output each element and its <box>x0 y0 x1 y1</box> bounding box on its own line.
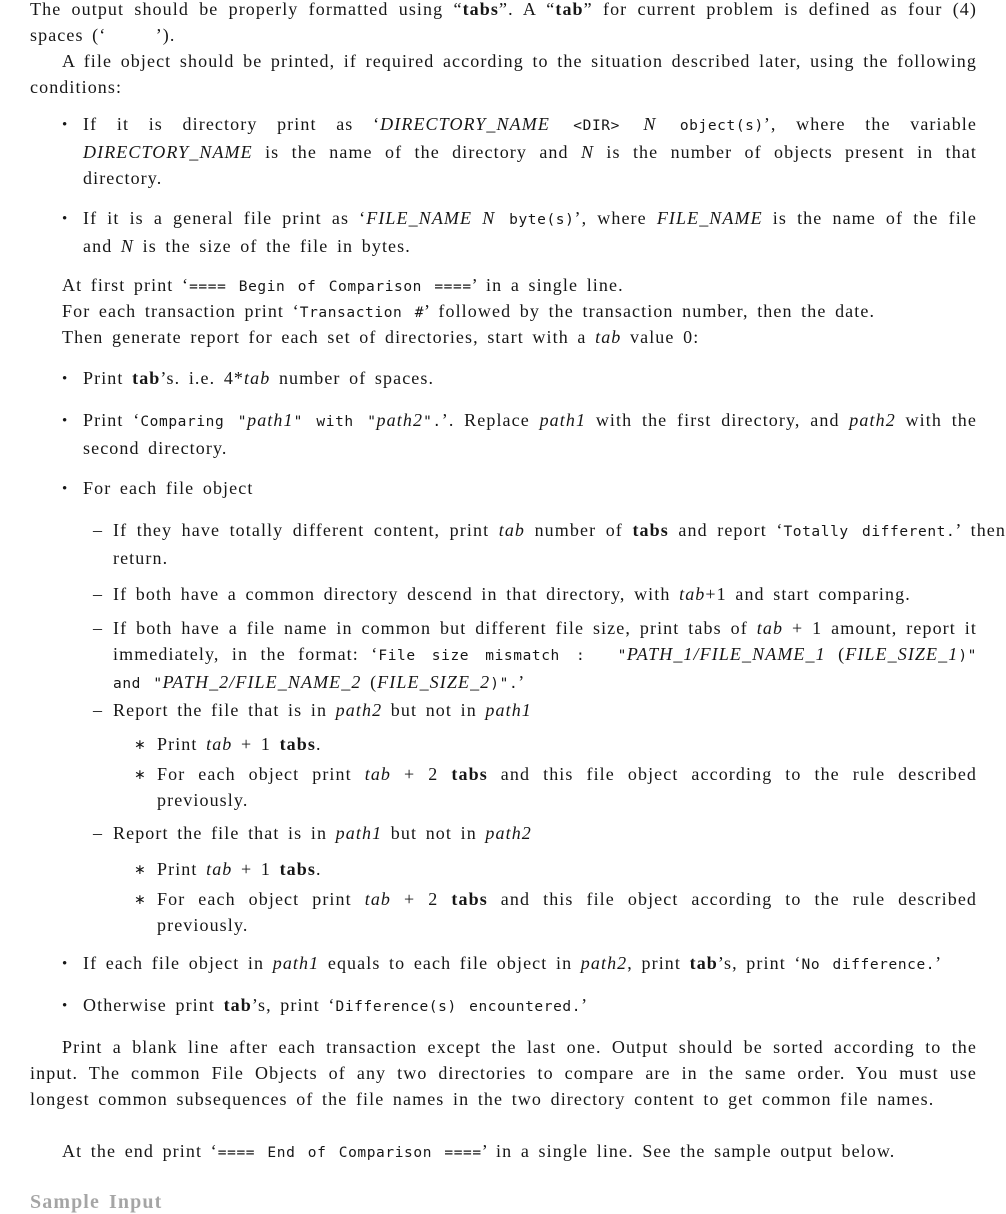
text-segment: +1 and start comparing. <box>705 584 911 604</box>
text-segment: FILE_SIZE_1 <box>845 644 959 664</box>
text-segment: N <box>120 236 134 256</box>
text-segment: For each object print <box>157 889 365 909</box>
text-segment: For each transaction print ‘ <box>62 301 300 321</box>
text-segment: ’ <box>935 953 943 973</box>
text-segment: Report the file that is in <box>113 700 336 720</box>
text-segment: tab <box>206 859 233 879</box>
text-segment: tab <box>689 953 718 973</box>
dash-marker-icon: – <box>93 618 104 638</box>
text-segment: tab <box>498 520 526 540</box>
text-segment: tabs <box>279 734 316 754</box>
text-segment: For each object print <box>157 764 365 784</box>
asterisk-marker-icon: ∗ <box>134 862 147 878</box>
text-segment: Print ‘ <box>83 410 141 430</box>
star-print-tab-plus-1 <box>134 856 977 882</box>
text-segment: For each file object <box>83 478 254 498</box>
text-segment: path1 <box>247 410 294 430</box>
bullet-comparing-paths <box>62 407 977 461</box>
text-segment: N <box>580 142 595 162</box>
paragraph-generate-report <box>62 324 992 350</box>
text-segment: number of <box>525 520 633 540</box>
text-segment: Otherwise print <box>83 995 224 1015</box>
dash-report-path1-not-path2 <box>93 820 977 846</box>
text-segment: FILE_NAME <box>656 208 763 228</box>
text-segment: tab <box>364 764 392 784</box>
text-segment: tab <box>244 368 271 388</box>
asterisk-marker-icon: ∗ <box>134 767 147 783</box>
star-for-each-object <box>134 886 978 938</box>
text-segment: is the name of the file and <box>83 208 977 256</box>
dash-totally-different <box>93 517 1006 571</box>
text-segment: with the first directory, and <box>586 410 850 430</box>
text-segment: number of spaces. <box>270 368 435 388</box>
text-segment: byte(s) <box>495 212 575 228</box>
text-segment: File size mismatch : " <box>378 648 627 664</box>
text-segment: Comparing " <box>140 414 248 430</box>
dash-marker-icon: – <box>93 520 104 540</box>
text-segment: ( <box>825 644 846 664</box>
dash-marker-icon: – <box>93 823 104 843</box>
text-segment: is the number of objects present in that directory. <box>83 142 977 188</box>
text-segment: Print <box>83 368 133 388</box>
text-segment: ’ in a single line. See the sample output below. <box>481 1141 896 1161</box>
text-segment: Print <box>157 734 207 754</box>
text-segment: Transaction # <box>299 305 425 321</box>
paragraph-transaction <box>62 298 992 326</box>
text-segment: and this file object according to the rule described previously. <box>157 889 978 935</box>
text-segment: + 1 <box>232 859 280 879</box>
text-segment: ==== End of Comparison ==== <box>217 1145 482 1161</box>
text-segment: ==== Begin of Comparison ==== <box>189 279 472 295</box>
text-segment: ’ then return. <box>113 520 1006 568</box>
text-segment: N <box>643 114 657 134</box>
text-segment: The output should be properly formatted using “ <box>30 0 463 19</box>
text-segment: FILE_NAME <box>366 208 473 228</box>
text-segment: )" and " <box>113 648 978 692</box>
text-segment: tab <box>756 618 784 638</box>
asterisk-marker-icon: ∗ <box>134 892 147 908</box>
text-segment: tab <box>364 889 392 909</box>
star-print-tab-plus-1 <box>134 731 977 757</box>
text-segment: value 0: <box>621 327 700 347</box>
text-segment: path1 <box>272 953 320 973</box>
text-segment: ’s, print ‘ <box>717 953 802 973</box>
text-segment: ’s. i.e. 4* <box>160 368 245 388</box>
bullet-marker-icon: • <box>62 371 69 387</box>
text-segment: ’, where <box>574 208 657 228</box>
bullet-marker-icon: • <box>62 998 69 1014</box>
asterisk-marker-icon: ∗ <box>134 737 147 753</box>
text-segment: At first print ‘ <box>62 275 190 295</box>
next-section-heading-cutoff: Sample Input <box>30 1191 163 1213</box>
text-segment: ’ <box>518 672 526 692</box>
text-segment: . <box>316 734 322 754</box>
text-segment: path2 <box>335 700 383 720</box>
text-segment: equals to each file object in <box>319 953 581 973</box>
text-segment: with the second directory. <box>83 410 977 458</box>
text-segment: ". <box>423 414 442 430</box>
text-segment <box>106 29 155 45</box>
bullet-marker-icon: • <box>62 481 69 497</box>
bullet-differences-encountered <box>62 992 977 1020</box>
text-segment: tabs <box>279 859 316 879</box>
text-segment: tab <box>206 734 233 754</box>
text-segment: path2 <box>849 410 896 430</box>
text-segment: PATH_2/FILE_NAME_2 <box>162 672 362 692</box>
text-segment: FILE_SIZE_2 <box>377 672 491 692</box>
text-segment: ’ in a single line. <box>471 275 624 295</box>
bullet-file-format <box>62 205 977 259</box>
text-segment: but not in <box>382 700 486 720</box>
text-segment: + 2 <box>391 764 452 784</box>
text-segment <box>472 208 482 228</box>
dash-marker-icon: – <box>93 700 104 720</box>
text-segment: Totally different. <box>783 524 956 540</box>
bullet-marker-icon: • <box>62 211 69 227</box>
text-segment: Difference(s) encountered. <box>335 999 582 1015</box>
bullet-directory-format <box>62 111 977 191</box>
star-for-each-object <box>134 761 978 813</box>
text-segment: ’). <box>155 25 176 45</box>
text-segment: object(s) <box>656 118 764 134</box>
text-segment: tab <box>132 368 161 388</box>
text-segment: If each file object in <box>83 953 273 973</box>
dash-common-directory <box>93 581 977 607</box>
text-segment: Print a blank line after each transaction except the last one. Output should be sorted according to the input. The common File Objects of any two directories to compare are in the same order. You must use longest common subsequences of the file names in the two directory content to get common file names. <box>30 1037 977 1109</box>
text-segment: ”. A “ <box>498 0 556 19</box>
text-segment: tabs <box>451 889 488 909</box>
text-segment: If it is a general file print as ‘ <box>83 208 367 228</box>
text-segment: Print <box>157 859 207 879</box>
text-segment: DIRECTORY_NAME <box>83 142 253 162</box>
text-segment: tabs <box>451 764 488 784</box>
text-segment: ( <box>361 672 378 692</box>
text-segment: tab <box>223 995 252 1015</box>
text-segment: is the size of the file in bytes. <box>134 236 411 256</box>
text-segment: path2 <box>580 953 628 973</box>
dash-marker-icon: – <box>93 584 104 604</box>
text-segment: A file object should be printed, if required according to the situation described later, using the following conditions: <box>30 51 977 97</box>
paragraph-begin-of-comparison <box>62 272 992 300</box>
text-segment: and this file object according to the rule described previously. <box>157 764 978 810</box>
text-segment: ’s, print ‘ <box>251 995 336 1015</box>
text-segment: tab <box>679 584 706 604</box>
bullet-print-tabs <box>62 365 977 391</box>
text-segment: No difference. <box>801 957 936 973</box>
text-segment: Report the file that is in <box>113 823 336 843</box>
text-segment: If they have totally different content, print <box>113 520 499 540</box>
bullet-for-each-file-object <box>62 475 977 501</box>
intro-paragraph-tabs <box>30 0 977 50</box>
text-segment: DIRECTORY_NAME <box>380 114 550 134</box>
text-segment: ” for current problem is defined as four (4) spaces (‘ <box>30 0 978 45</box>
text-segment: N <box>482 208 496 228</box>
text-segment: tabs <box>462 0 499 19</box>
text-segment: tab <box>555 0 584 19</box>
text-segment: , print <box>627 953 690 973</box>
text-segment: tab <box>595 327 622 347</box>
bullet-marker-icon: • <box>62 413 69 429</box>
text-segment: path1 <box>335 823 383 843</box>
text-segment: At the end print ‘ <box>62 1141 218 1161</box>
text-segment: If both have a file name in common but different file size, print tabs of <box>113 618 757 638</box>
file-object-paragraph <box>30 48 977 100</box>
text-segment: <DIR> <box>549 118 644 134</box>
dash-report-path2-not-path1 <box>93 697 977 723</box>
text-segment: path2 <box>376 410 424 430</box>
text-segment: path2 <box>485 823 532 843</box>
text-segment: )". <box>490 676 519 692</box>
text-segment: + 1 <box>232 734 280 754</box>
text-segment: path1 <box>539 410 587 430</box>
text-segment: ’ <box>581 995 589 1015</box>
text-segment: ’. Replace <box>441 410 540 430</box>
paragraph-end-of-comparison <box>62 1138 992 1166</box>
dash-file-size-mismatch <box>93 615 978 697</box>
text-segment: but not in <box>382 823 486 843</box>
text-segment: ’, where the variable <box>763 114 977 134</box>
bullet-marker-icon: • <box>62 117 69 133</box>
text-segment: Then generate report for each set of directories, start with a <box>62 327 596 347</box>
text-segment: If both have a common directory descend in that directory, with <box>113 584 680 604</box>
text-segment: PATH_1/FILE_NAME_1 <box>626 644 826 664</box>
text-segment: . <box>316 859 322 879</box>
text-segment: is the name of the directory and <box>252 142 581 162</box>
text-segment: path1 <box>485 700 532 720</box>
text-segment: If it is directory print as ‘ <box>83 114 381 134</box>
text-segment: ’ followed by the transaction number, then the date. <box>424 301 876 321</box>
text-segment: + 2 <box>391 889 452 909</box>
text-segment: " with " <box>293 414 377 430</box>
text-segment: tabs <box>632 520 669 540</box>
bullet-marker-icon: • <box>62 956 69 972</box>
text-segment: + 1 amount, report it immediately, in the format: ‘ <box>113 618 977 664</box>
text-segment: and report ‘ <box>668 520 784 540</box>
bullet-no-difference <box>62 950 1006 978</box>
paragraph-blank-line-sorting <box>30 1034 977 1112</box>
